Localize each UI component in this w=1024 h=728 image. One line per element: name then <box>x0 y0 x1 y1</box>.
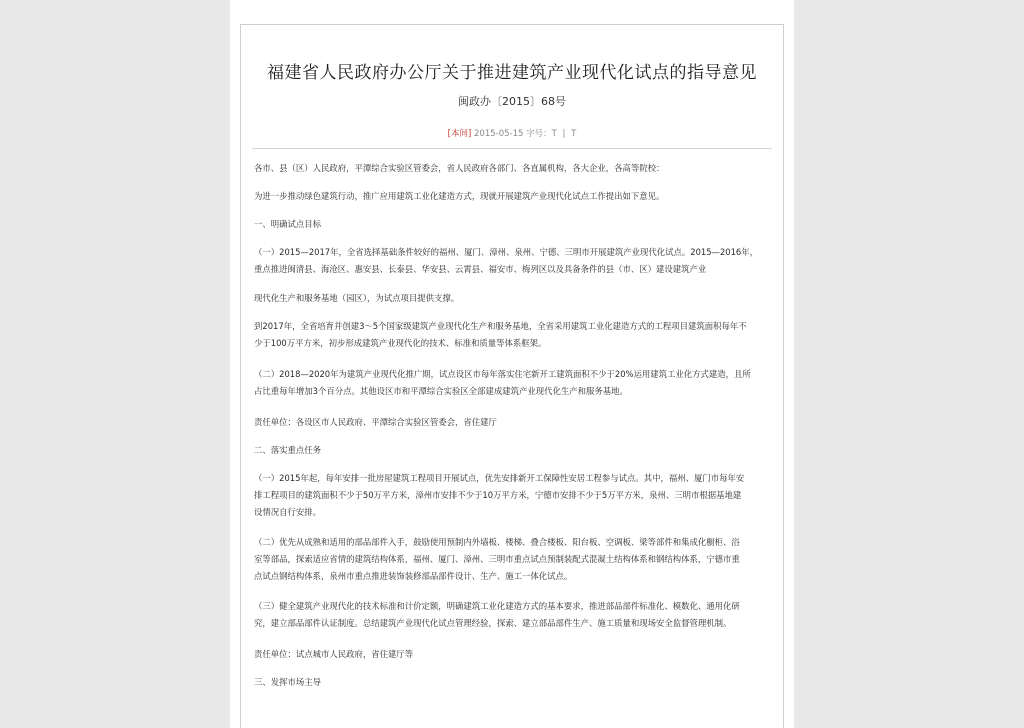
paragraph <box>254 646 772 663</box>
paragraph-line: 责任单位：各设区市人民政府、平潭综合实验区管委会，省住建厅 <box>254 417 497 427</box>
paragraph-line: 责任单位：试点城市人民政府，省住建厅等 <box>254 649 414 659</box>
paragraph-line: 为进一步推动绿色建筑行动，推广应用建筑工业化建造方式，现就开展建筑产业现代化试点工作提出如下意见。 <box>254 191 665 201</box>
paragraph-line: 点试点钢结构体系，泉州市重点推进装饰装修部品部件设计、生产、施工一体化试点。 <box>254 571 573 581</box>
paragraph-line: 设情况自行安排。 <box>254 507 321 517</box>
paragraph <box>254 442 772 459</box>
paragraph-line: （三）健全建筑产业现代化的技术标准和计价定额，明确建筑工业化建造方式的基本要求，推进部品部件标准化、模数化、通用化研 <box>254 601 740 611</box>
paragraph-line: 三、发挥市场主导 <box>254 677 321 687</box>
meta-separator: | <box>562 129 566 139</box>
paragraph-line: （二）2018—2020年为建筑产业现代化推广期，试点设区市每年落实住宅新开工建筑面积不少于20%运用建筑工业化方式建造，且所 <box>254 369 751 379</box>
paragraph <box>254 598 772 632</box>
paragraph-line: （一）2015—2017年，全省选择基础条件较好的福州、厦门、漳州、泉州、宁德、三明市开展建筑产业现代化试点。2015—2016年， <box>254 247 759 257</box>
document-title: 福建省人民政府办公厅关于推进建筑产业现代化试点的指导意见 <box>267 63 757 83</box>
paragraph-line: 少于100万平方米，初步形成建筑产业现代化的技术、标准和质量等体系框架。 <box>254 338 547 348</box>
paragraph-line: （二）优先从成熟和适用的部品部件入手，鼓励使用预制内外墙板、楼梯、叠合楼板、阳台板、空调板、梁等部件和集成化橱柜、浴 <box>254 537 740 547</box>
paragraph-line: 占比重每年增加3个百分点。其他设区市和平潭综合实验区全部建成建筑产业现代化生产和服务基地。 <box>254 386 628 396</box>
paragraph <box>254 290 772 307</box>
font-size-small-button[interactable]: T <box>571 129 577 139</box>
paragraph <box>254 414 772 431</box>
paragraph <box>254 244 772 278</box>
paragraph-line: 各市、县（区）人民政府，平潭综合实验区管委会，省人民政府各部门、各直属机构，各大企业，各高等院校： <box>254 163 665 173</box>
paragraph <box>254 188 772 205</box>
font-size-control[interactable]: 字号：T <box>526 129 557 139</box>
paragraph <box>254 366 772 400</box>
source-label: [本间] <box>447 129 472 139</box>
paragraph <box>254 470 772 521</box>
document-page <box>230 0 794 728</box>
paragraph-line: 室等部品，探索适应省情的建筑结构体系，福州、厦门、漳州、三明市重点试点预制装配式混凝土结构体系和钢结构体系，宁德市重 <box>254 554 740 564</box>
publish-date: 2015-05-15 <box>474 129 524 139</box>
paragraph <box>254 216 772 233</box>
paragraph-line: 二、落实重点任务 <box>254 445 321 455</box>
paragraph <box>254 160 772 177</box>
paragraph <box>254 534 772 585</box>
paragraph-line: 重点推进闽清县、海沧区、惠安县、长泰县、华安县、云霄县、福安市、梅列区以及具备条件的县（市、区）建设建筑产业 <box>254 264 707 274</box>
document-number: 闽政办〔2015〕68号 <box>458 95 566 108</box>
paragraph-line: 到2017年，全省培育并创建3～5个国家级建筑产业现代化生产和服务基地，全省采用建筑工业化建造方式的工程项目建筑面积每年不 <box>254 321 747 331</box>
paragraph-line: 一、明确试点目标 <box>254 219 321 229</box>
paragraph-line: 究，建立部品部件认证制度。总结建筑产业现代化试点管理经验，探索、建立部品部件生产、施工质量和现场安全监督管理机制。 <box>254 618 732 628</box>
paragraph <box>254 674 772 691</box>
paragraph <box>254 318 772 352</box>
paragraph-line: 现代化生产和服务基地（园区），为试点项目提供支撑。 <box>254 293 460 303</box>
paragraph-line: 排工程项目的建筑面积不少于50万平方米，漳州市安排不少于10万平方米，宁德市安排不少于5万平方米，泉州、三明市根据基地建 <box>254 490 742 500</box>
header-divider <box>252 148 772 149</box>
document-meta <box>230 127 794 139</box>
paragraph-line: （一）2015年起，每年安排一批房屋建筑工程项目开展试点，优先安排新开工保障性安居工程参与试点。其中，福州、厦门市每年安 <box>254 473 745 483</box>
